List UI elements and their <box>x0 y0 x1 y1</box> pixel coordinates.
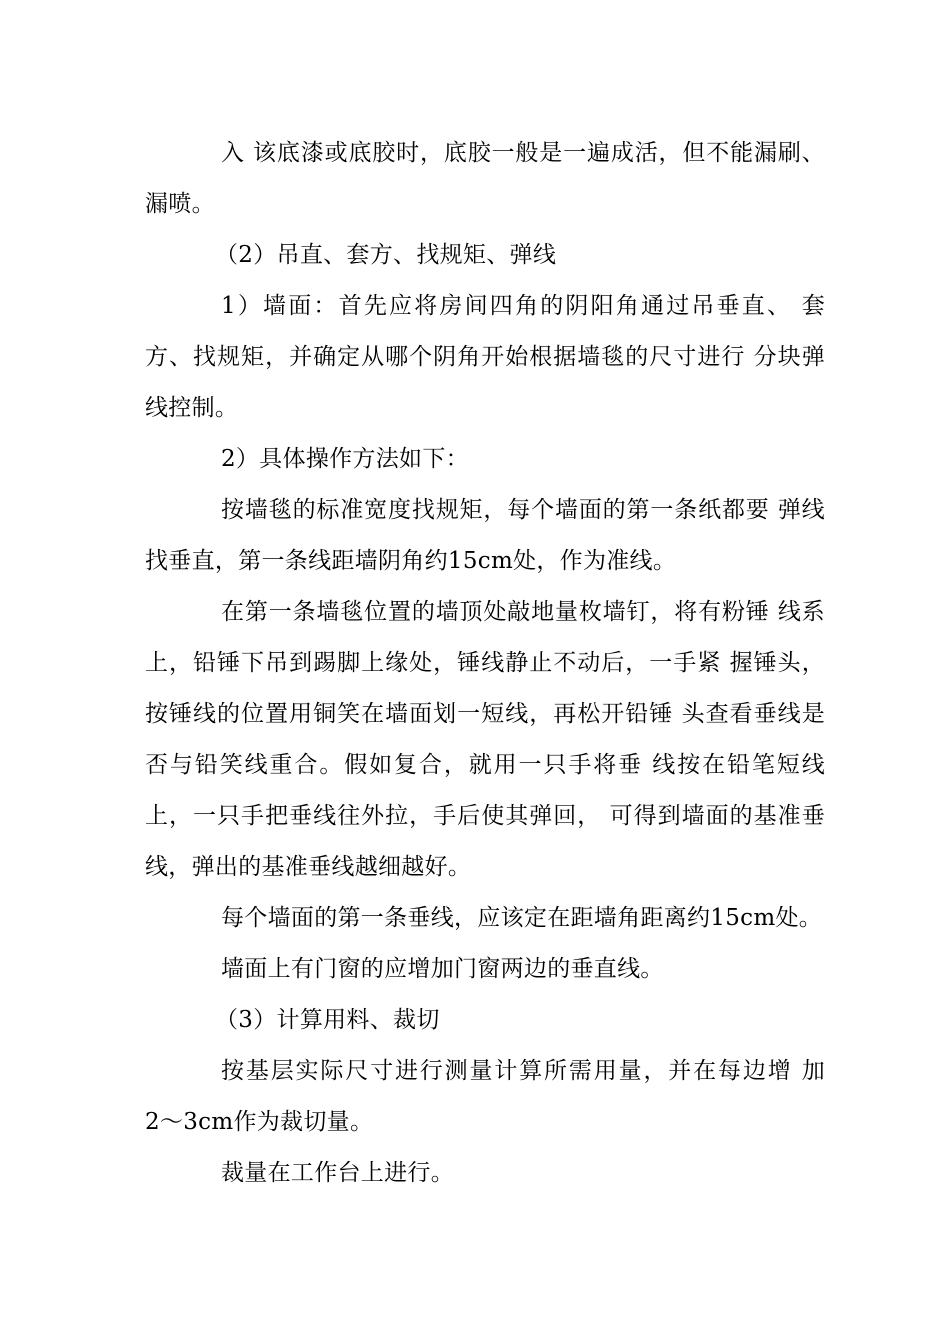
document-body <box>145 128 825 1199</box>
section-heading-3: （3）计算用料、裁切 <box>215 1007 440 1033</box>
section-heading-2: （2）吊直、套方、找规矩、弹线 <box>215 242 557 268</box>
paragraph-first-vertical-line: 每个墙面的第一条垂线，应该定在距墙角距离约15cm处。 <box>221 905 823 931</box>
paragraph-measurement: 按基层实际尺寸进行测量计算所需用量，并在每边增 加2〜3cm作为裁切量。 <box>145 1058 825 1135</box>
paragraph-1: 入 该底漆或底胶时，底胶一般是一遍成活，但不能漏刷、漏喷。 <box>145 140 825 217</box>
paragraph-plumb-line: 在第一条墙毯位置的墙顶处敲地量枚墙钉，将有粉锤 线系上，铅锤下吊到踢脚上缘处，锤线静止不动后，一手紧 握锤头，按锤线的位置用铜笑在墙面划一短线，再松开铅锤 头查看垂线是否与铅笑线重合。假如复合，就用一只手将垂 线按在铅笔短线上，一只手把垂线往外拉，手后使其弹回， 可得到墙面的基准垂线，弹出的基准垂线越细越好。 <box>145 599 825 880</box>
paragraph-standard-width: 按墙毯的标准宽度找规矩，每个墙面的第一条纸都要 弹线找垂直，第一条线距墙阴角约15cm处，作为准线。 <box>145 497 825 574</box>
paragraph-operation-method: 2）具体操作方法如下： <box>221 446 469 472</box>
paragraph-cutting-table: 裁量在工作台上进行。 <box>221 1160 454 1186</box>
paragraph-doors-windows: 墙面上有门窗的应增加门窗两边的垂直线。 <box>221 956 664 982</box>
paragraph-wall-surface: 1）墙面：首先应将房间四角的阴阳角通过吊垂直、 套方、找规矩，并确定从哪个阴角开始根据墙毯的尺寸进行 分块弹线控制。 <box>145 293 825 421</box>
